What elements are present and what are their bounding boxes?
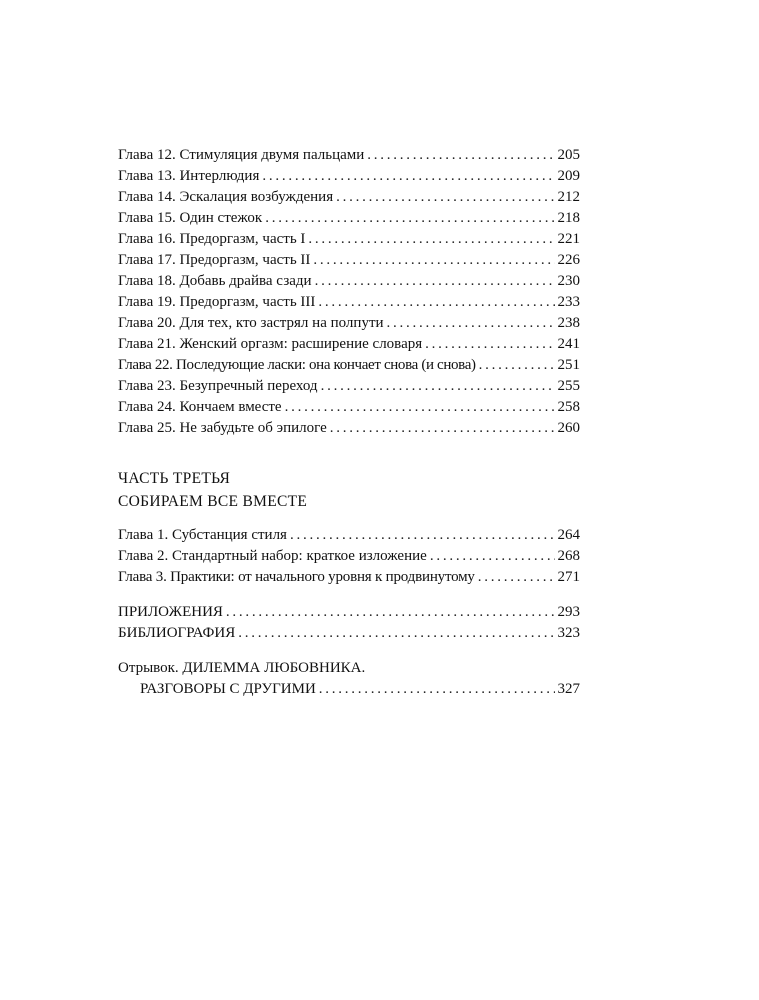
toc-entry-page: 241	[557, 336, 580, 352]
toc-entry-title: Глава 13. Интерлюдия	[118, 168, 260, 184]
toc-entry-page: 260	[557, 420, 580, 436]
toc-entry[interactable]	[118, 376, 580, 397]
toc-entry-title: Глава 20. Для тех, кто застрял на полпути	[118, 315, 384, 331]
toc-entry-title: Глава 12. Стимуляция двумя пальцами	[118, 147, 365, 163]
chapter-list-part3	[118, 525, 580, 588]
toc-entry-title: Глава 17. Предоргазм, часть II	[118, 252, 311, 268]
toc-entry[interactable]	[118, 166, 580, 187]
toc-entry-page: 212	[557, 189, 580, 205]
toc-entry[interactable]	[118, 418, 580, 439]
table-of-contents	[118, 145, 580, 700]
toc-leader-dots	[319, 679, 555, 700]
toc-entry-page: 226	[557, 252, 580, 268]
toc-entry[interactable]	[118, 187, 580, 208]
part-subtitle: СОБИРАЕМ ВСЕ ВМЕСТЕ	[118, 493, 308, 510]
part3-heading	[118, 467, 580, 513]
toc-entry[interactable]	[118, 546, 580, 567]
toc-entry-page: 238	[557, 315, 580, 331]
toc-entry-page: 268	[557, 548, 580, 564]
toc-entry-title: Глава 23. Безупречный переход	[118, 378, 318, 394]
toc-leader-dots	[330, 418, 555, 439]
section-spacer	[118, 513, 580, 525]
toc-entry-page: 323	[557, 625, 580, 641]
toc-leader-dots	[285, 397, 555, 418]
toc-leader-dots	[318, 292, 554, 313]
toc-entry[interactable]	[118, 292, 580, 313]
toc-leader-dots	[290, 525, 555, 546]
toc-leader-dots	[262, 166, 554, 187]
toc-entry-title: Глава 19. Предоргазм, часть III	[118, 294, 316, 310]
toc-entry-page: 271	[557, 569, 580, 585]
toc-entry-title: РАЗГОВОРЫ С ДРУГИМИ	[140, 681, 316, 697]
toc-entry-title: Глава 25. Не забудьте об эпилоге	[118, 420, 327, 436]
toc-leader-dots	[308, 229, 554, 250]
toc-entry[interactable]	[118, 334, 580, 355]
toc-entry-appendix[interactable]	[118, 602, 580, 623]
toc-entry-title: Глава 15. Один стежок	[118, 210, 263, 226]
toc-leader-dots	[479, 355, 555, 376]
section-spacer	[118, 644, 580, 658]
toc-entry[interactable]	[118, 250, 580, 271]
toc-entry-title: Глава 21. Женский оргазм: расширение словаря	[118, 336, 423, 352]
toc-entry[interactable]	[118, 355, 580, 376]
toc-entry[interactable]	[118, 397, 580, 418]
toc-leader-dots	[367, 145, 554, 166]
section-spacer	[118, 439, 580, 467]
toc-entry-page: 205	[557, 147, 580, 163]
toc-entry-title: БИБЛИОГРАФИЯ	[118, 625, 236, 641]
toc-entry-page: 209	[557, 168, 580, 184]
toc-entry-page: 251	[557, 357, 580, 373]
toc-leader-dots	[425, 334, 554, 355]
toc-entry-title: Глава 2. Стандартный набор: краткое изложение	[118, 548, 427, 564]
part-title: ЧАСТЬ ТРЕТЬЯ	[118, 470, 231, 487]
toc-leader-dots	[387, 313, 555, 334]
toc-entry-page: 264	[557, 527, 580, 543]
toc-leader-dots	[321, 376, 555, 397]
toc-entry[interactable]	[118, 208, 580, 229]
toc-entry-page: 255	[557, 378, 580, 394]
toc-entry-page: 230	[557, 273, 580, 289]
toc-entry-title: ПРИЛОЖЕНИЯ	[118, 604, 223, 620]
chapter-list-part2	[118, 145, 580, 439]
excerpt-subtitle-line	[118, 679, 580, 700]
toc-entry-title: Глава 14. Эскалация возбуждения	[118, 189, 334, 205]
toc-entry-page: 218	[557, 210, 580, 226]
toc-leader-dots	[336, 187, 554, 208]
toc-entry-page: 233	[557, 294, 580, 310]
toc-entry-title: Глава 16. Предоргазм, часть I	[118, 231, 306, 247]
toc-entry[interactable]	[118, 229, 580, 250]
toc-entry[interactable]	[118, 145, 580, 166]
toc-entry-title: Глава 24. Кончаем вместе	[118, 399, 282, 415]
toc-leader-dots	[315, 271, 555, 292]
toc-entry-title: Глава 18. Добавь драйва сзади	[118, 273, 312, 289]
toc-leader-dots	[238, 623, 554, 644]
toc-leader-dots	[265, 208, 554, 229]
toc-entry-excerpt[interactable]	[118, 658, 580, 700]
section-spacer	[118, 588, 580, 602]
toc-leader-dots	[478, 567, 555, 588]
toc-entry-title: Глава 1. Субстанция стиля	[118, 527, 287, 543]
toc-leader-dots	[430, 546, 555, 567]
excerpt-title: Отрывок. ДИЛЕММА ЛЮБОВНИКА.	[118, 660, 366, 676]
toc-leader-dots	[226, 602, 555, 623]
toc-entry-page: 327	[557, 681, 580, 697]
toc-entry-bibliography[interactable]	[118, 623, 580, 644]
toc-entry-title: Глава 3. Практики: от начального уровня к продвинутому	[118, 569, 475, 585]
toc-leader-dots	[313, 250, 554, 271]
toc-entry-page: 221	[557, 231, 580, 247]
toc-entry[interactable]	[118, 313, 580, 334]
toc-entry[interactable]	[118, 525, 580, 546]
toc-entry[interactable]	[118, 567, 580, 588]
toc-entry-page: 293	[557, 604, 580, 620]
toc-entry[interactable]	[118, 271, 580, 292]
toc-entry-title: Глава 22. Последующие ласки: она кончает снова (и снова)	[118, 357, 476, 373]
toc-entry-page: 258	[557, 399, 580, 415]
